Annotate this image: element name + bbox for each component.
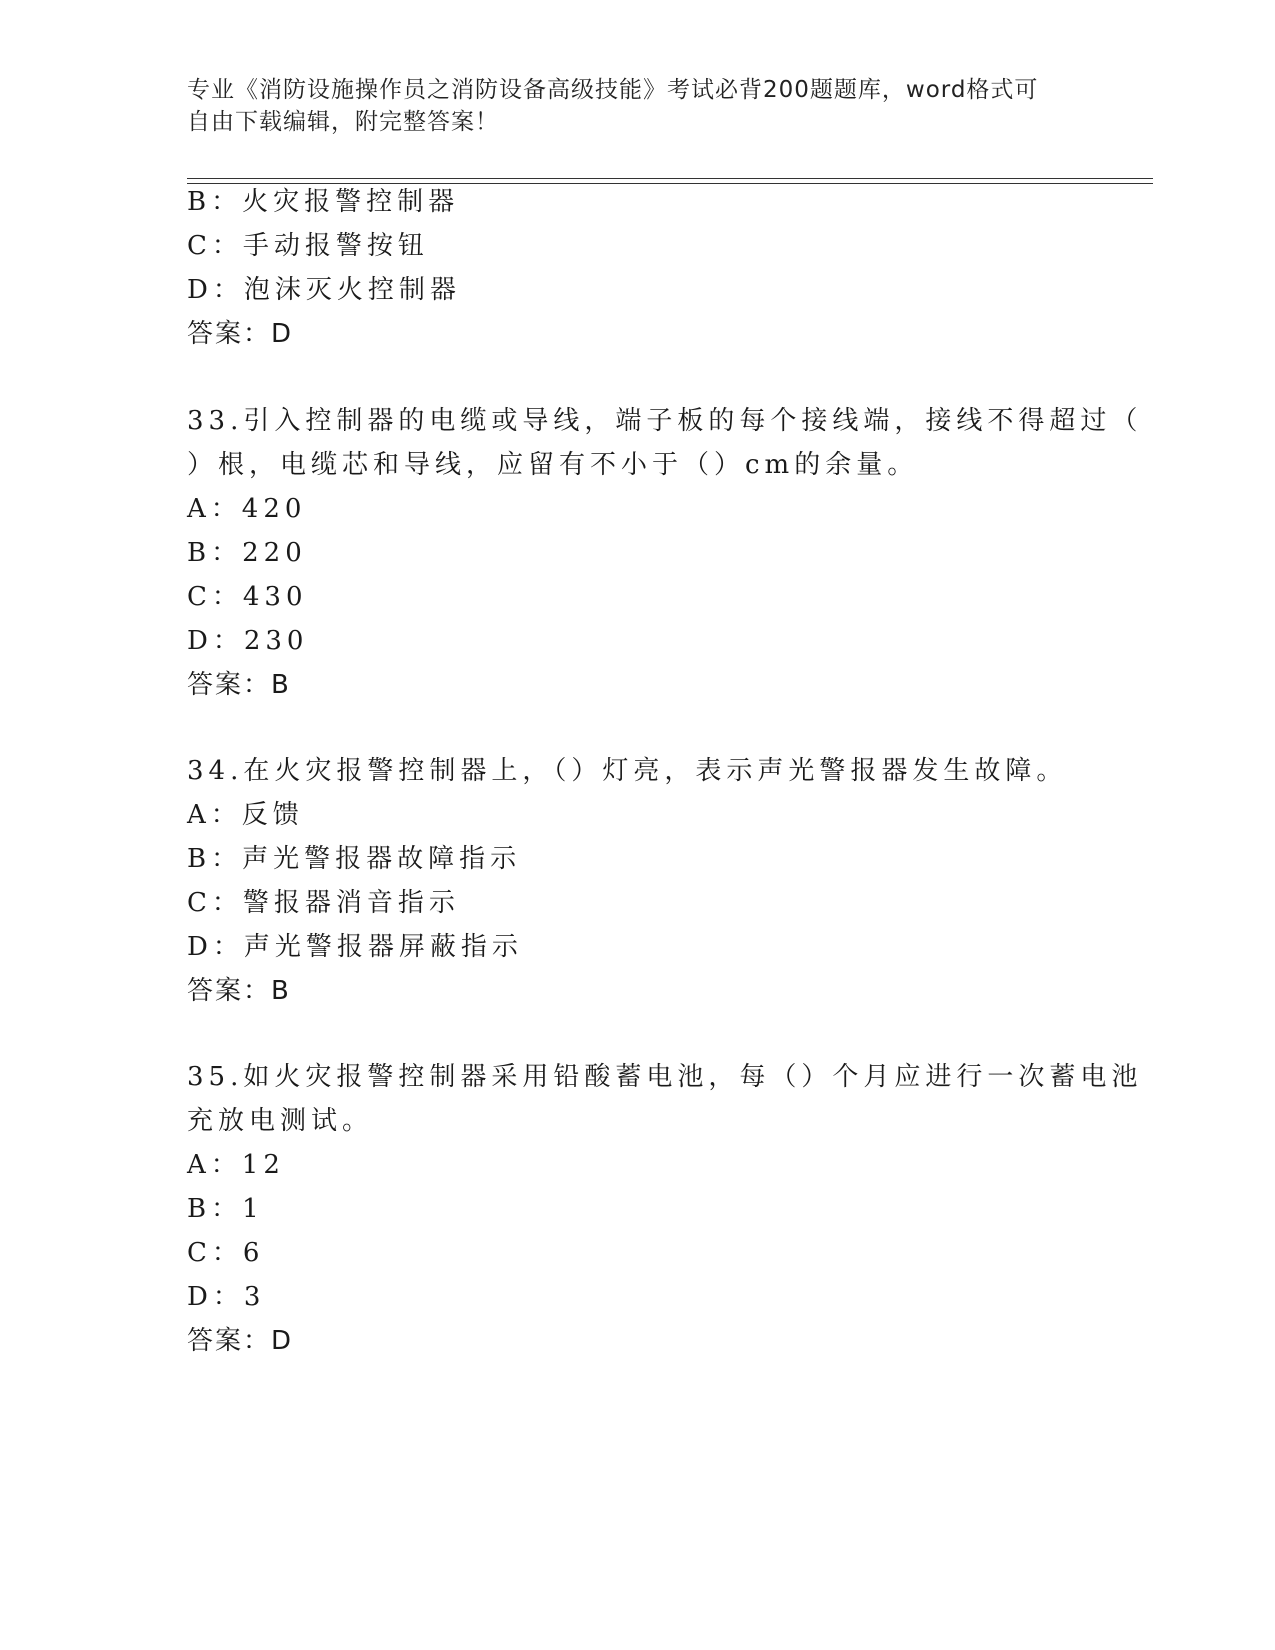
q33-answer: 答案：B <box>187 670 291 700</box>
q32-option-c: C：手动报警按钮 <box>187 231 429 261</box>
q34-option-b: B：声光警报器故障指示 <box>187 844 522 874</box>
header-divider <box>187 178 1153 184</box>
q35-option-c: C：6 <box>187 1238 265 1268</box>
q33-option-b: B：220 <box>187 538 307 568</box>
header-line-2: 自由下载编辑，附完整答案！ <box>187 109 499 135</box>
q33-option-c: C：430 <box>187 582 308 612</box>
q35-stem-line-2: 充放电测试。 <box>187 1106 374 1136</box>
q32-option-b: B：火灾报警控制器 <box>187 187 460 217</box>
q35-stem-line-1: 35.如火灾报警控制器采用铅酸蓄电池，每（）个月应进行一次蓄电池 <box>187 1062 1143 1092</box>
q34-stem-line-1: 34.在火灾报警控制器上，（）灯亮，表示声光警报器发生故障。 <box>187 756 1068 786</box>
q33-stem-line-2: ）根，电缆芯和导线，应留有不小于（）cm的余量。 <box>187 450 919 480</box>
q34-option-d: D：声光警报器屏蔽指示 <box>187 932 523 962</box>
q32-answer: 答案：D <box>187 319 294 349</box>
q34-option-c: C：警报器消音指示 <box>187 888 460 918</box>
q32-option-d: D：泡沫灭火控制器 <box>187 275 461 305</box>
q33-stem-line-1: 33.引入控制器的电缆或导线，端子板的每个接线端，接线不得超过（ <box>187 406 1143 436</box>
document-header <box>187 74 1067 138</box>
q35-option-a: A：12 <box>187 1150 285 1180</box>
q34-answer: 答案：B <box>187 976 291 1006</box>
q35-answer: 答案：D <box>187 1326 294 1356</box>
header-line-1: 专业《消防设施操作员之消防设备高级技能》考试必背200题题库，word格式可 <box>187 77 1039 103</box>
q34-option-a: A：反馈 <box>187 800 304 830</box>
q33-option-a: A：420 <box>187 494 307 524</box>
q35-option-d: D：3 <box>187 1282 266 1312</box>
q35-option-b: B：1 <box>187 1194 264 1224</box>
q33-option-d: D：230 <box>187 626 309 656</box>
